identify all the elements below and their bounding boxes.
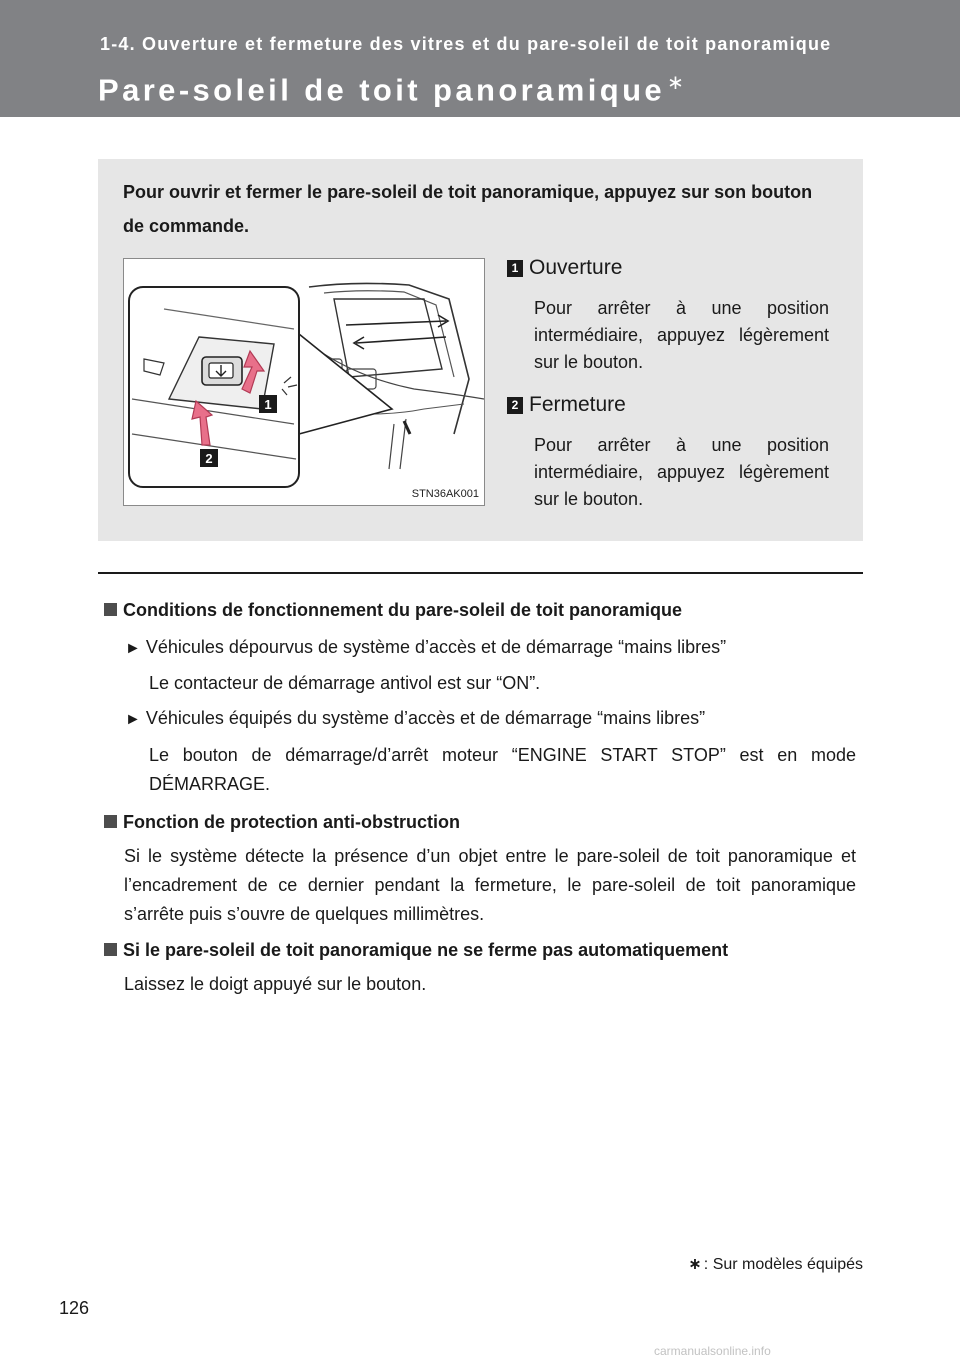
subitem-with-smart-key (125, 708, 705, 729)
legend-item-head (507, 392, 829, 418)
intro-text: Pour ouvrir et fermer le pare-soleil de toit panoramique, appuyez sur son bouton de commande. (123, 182, 813, 236)
page-title-text: Pare-soleil de toit panoramique (98, 72, 666, 108)
footnote (688, 1254, 863, 1274)
subitem-text: Le bouton de démarrage/d’arrêt moteur “ENGINE START STOP” est en mode DÉMARRAGE. (149, 745, 856, 794)
legend-item-head (507, 255, 829, 281)
page-number: 126 (59, 1298, 90, 1318)
page-title (98, 70, 684, 108)
footnote-text: : Sur modèles équipés (703, 1256, 863, 1273)
sunshade-switch-illustration (124, 259, 485, 506)
callout-1-icon (259, 395, 277, 413)
subitem-label: Véhicules équipés du système d’accès et de démarrage “mains libres” (145, 708, 706, 728)
figure-code: STN36AK001 (411, 488, 479, 500)
legend-item-closing (507, 392, 829, 513)
number-badge: 2 (507, 397, 523, 414)
instruction-box (98, 159, 863, 541)
square-bullet-icon (104, 603, 117, 616)
heading-operating-conditions (104, 600, 682, 621)
subitem-without-smart-key (125, 637, 726, 658)
triangle-bullet-icon: ► (125, 711, 141, 728)
legend-item-title: Ouverture (529, 256, 623, 279)
triangle-bullet-icon: ► (125, 640, 141, 657)
section-divider (98, 572, 863, 574)
svg-text:2: 2 (205, 451, 213, 466)
subitem-text: Le contacteur de démarrage antivol est sur “ON”. (149, 673, 541, 693)
callout-2-icon (200, 449, 218, 467)
square-bullet-icon (104, 943, 117, 956)
number-badge: 1 (507, 260, 523, 277)
subitem-label: Véhicules dépourvus de système d’accès et de démarrage “mains libres” (145, 637, 727, 657)
svg-text:1: 1 (264, 397, 272, 412)
illustration-figure (123, 258, 485, 506)
title-asterisk: ∗ (667, 72, 684, 94)
legend-item-title: Fermeture (529, 393, 626, 416)
legend-item-description: Pour arrêter à une position intermédiaire, appuyez légèrement sur le bouton. (534, 435, 829, 509)
watermark-text[interactable]: carmanualsonline.info (654, 1344, 771, 1358)
not-closing-text: Laissez le doigt appuyé sur le bouton. (124, 974, 427, 994)
heading-not-closing-automatically (104, 940, 728, 961)
heading-anti-obstruction (104, 812, 460, 833)
footnote-asterisk: ∗ (688, 1256, 702, 1273)
legend-item-opening (507, 255, 829, 376)
heading-text: Si le pare-soleil de toit panoramique ne se ferme pas automatiquement (123, 940, 729, 960)
section-title: 1-4. Ouverture et fermeture des vitres et du pare-soleil de toit panoramique (100, 34, 832, 54)
anti-obstruction-text: Si le système détecte la présence d’un objet entre le pare-soleil de toit panoramique et l’encadrement de ce dernier pendant la fermeture, le pare-soleil de toit panoramique s’arrête puis s’ouvre de quelques millimètres. (124, 846, 856, 924)
legend-item-description: Pour arrêter à une position intermédiaire, appuyez légèrement sur le bouton. (534, 298, 829, 372)
heading-text: Conditions de fonctionnement du pare-soleil de toit panoramique (123, 600, 683, 620)
heading-text: Fonction de protection anti-obstruction (123, 812, 460, 832)
page-header (0, 0, 960, 117)
square-bullet-icon (104, 815, 117, 828)
